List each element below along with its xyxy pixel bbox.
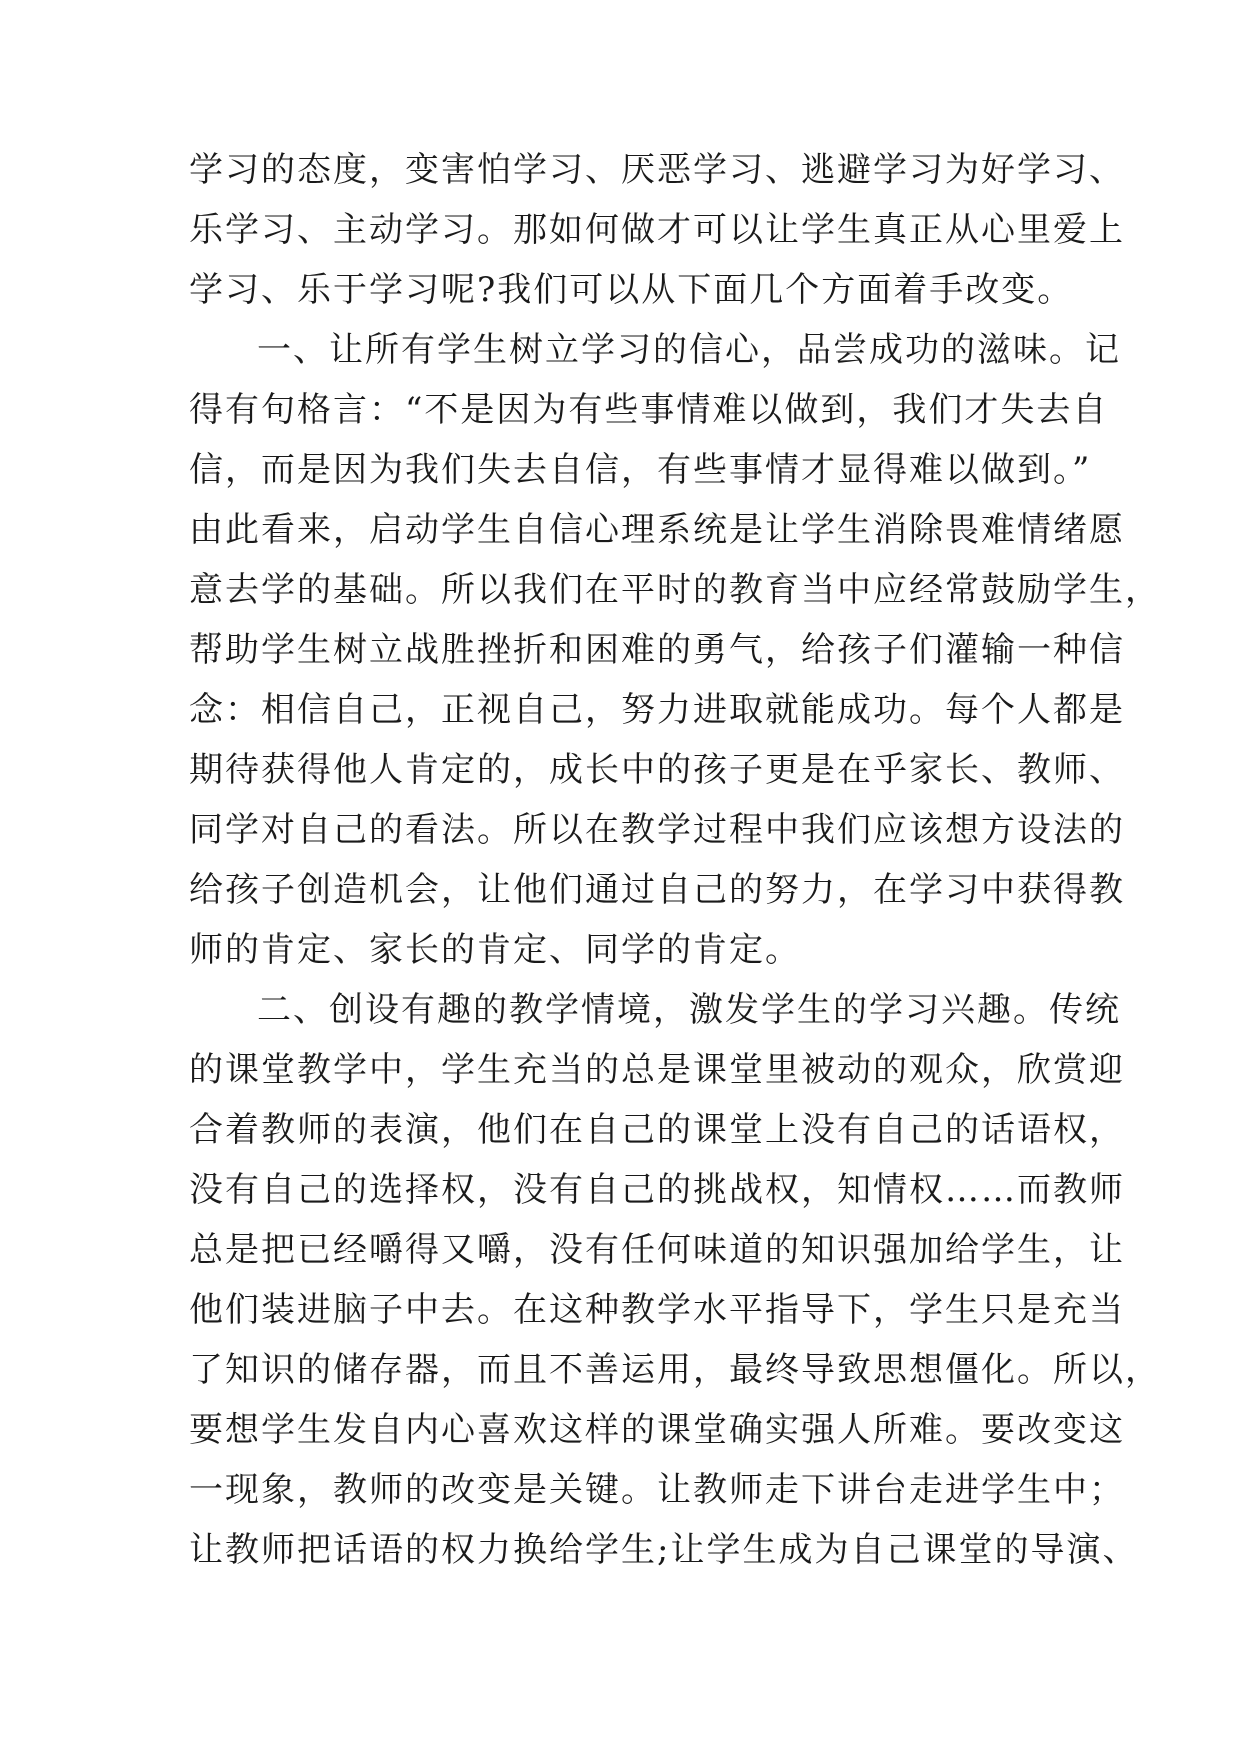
text-line: 学习、乐于学习呢?我们可以从下面几个方面着手改变。 [189, 270, 1074, 310]
text-line: 了知识的储存器，而且不善运用，最终导致思想僵化。所以， [189, 1350, 1161, 1390]
text-line: 没有自己的选择权，没有自己的挑战权，知情权……而教师 [189, 1170, 1125, 1210]
text-line: 要想学生发自内心喜欢这样的课堂确实强人所难。要改变这 [189, 1410, 1125, 1450]
text-line: 合着教师的表演，他们在自己的课堂上没有自己的话语权， [189, 1110, 1125, 1150]
text-line: 总是把已经嚼得又嚼，没有任何味道的知识强加给学生，让 [189, 1230, 1125, 1270]
text-line: 的课堂教学中，学生充当的总是课堂里被动的观众，欣赏迎 [189, 1050, 1125, 1090]
text-line: 让教师把话语的权力换给学生;让学生成为自己课堂的导演、 [189, 1530, 1139, 1570]
text-line: 给孩子创造机会，让他们通过自己的努力，在学习中获得教 [189, 870, 1125, 910]
paragraph-first-line: 一、让所有学生树立学习的信心，品尝成功的滋味。记 [257, 330, 1121, 370]
text-line: 由此看来，启动学生自信心理系统是让学生消除畏难情绪愿 [189, 510, 1125, 550]
text-line: 一现象，教师的改变是关键。让教师走下讲台走进学生中； [189, 1470, 1125, 1510]
text-line: 师的肯定、家长的肯定、同学的肯定。 [189, 930, 801, 970]
text-line: 念：相信自己，正视自己，努力进取就能成功。每个人都是 [189, 690, 1125, 730]
text-line: 乐学习、主动学习。那如何做才可以让学生真正从心里爱上 [189, 210, 1125, 250]
paragraph-first-line: 二、创设有趣的教学情境，激发学生的学习兴趣。传统 [257, 990, 1121, 1030]
text-line: 信，而是因为我们失去自信，有些事情才显得难以做到。” [189, 450, 1092, 490]
text-line: 意去学的基础。所以我们在平时的教育当中应经常鼓励学生， [189, 570, 1161, 610]
text-line: 同学对自己的看法。所以在教学过程中我们应该想方设法的 [189, 810, 1125, 850]
text-line: 他们装进脑子中去。在这种教学水平指导下，学生只是充当 [189, 1290, 1125, 1330]
text-line: 帮助学生树立战胜挫折和困难的勇气，给孩子们灌输一种信 [189, 630, 1125, 670]
text-line: 学习的态度，变害怕学习、厌恶学习、逃避学习为好学习、 [189, 150, 1125, 190]
text-line: 得有句格言：“不是因为有些事情难以做到，我们才失去自 [189, 390, 1109, 430]
body-text [189, 140, 1161, 1580]
text-line: 期待获得他人肯定的，成长中的孩子更是在乎家长、教师、 [189, 750, 1125, 790]
